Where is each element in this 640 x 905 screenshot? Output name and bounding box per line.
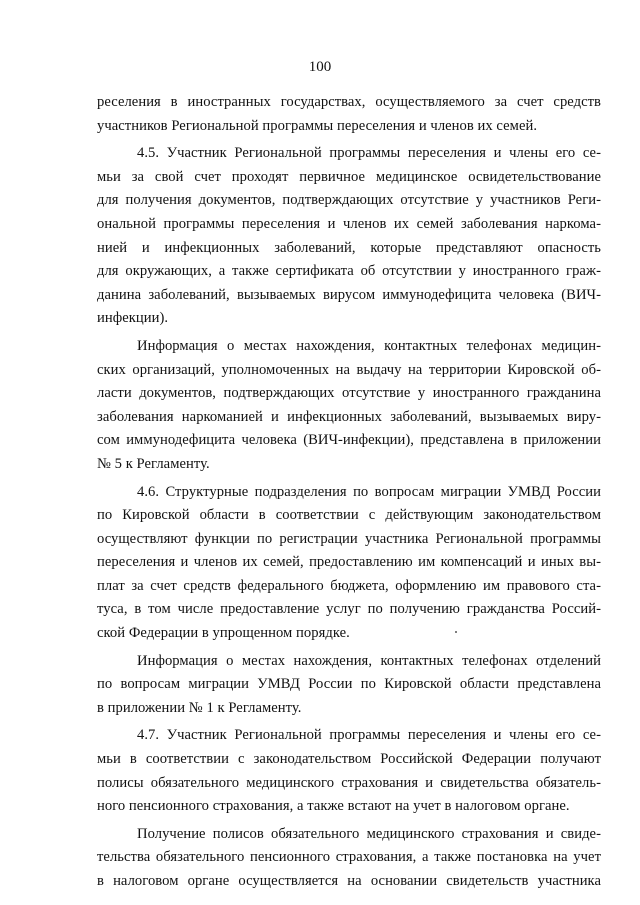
scan-speck <box>455 631 457 633</box>
text-line: заболевания наркоманией и инфекционных заболеваний, вызываемых виру- <box>97 408 601 425</box>
text-line: по Кировской области в соответствии с действующим законодательством <box>97 507 601 524</box>
page-number: 100 <box>308 59 332 75</box>
text-line: реселения в иностранных государствах, осуществляемого за счет средств <box>97 94 601 110</box>
text-line: ских организаций, уполномоченных на выдачу на территории Кировской об- <box>97 361 601 378</box>
text-line: Информация о местах нахождения, контактных телефонах отделений <box>137 652 601 669</box>
text-line: мьи за свой счет проходят первичное медицинское освидетельствование <box>97 168 601 185</box>
text-line: 4.6. Структурные подразделения по вопросам миграции УМВД России <box>137 483 601 500</box>
text-line: ональной программы переселения и членов их семей заболевания наркома- <box>97 215 601 232</box>
body-text <box>97 91 601 894</box>
text-line: осуществляют функции по регистрации участника Региональной программы <box>97 530 601 547</box>
text-line: данина заболеваний, вызываемых вирусом иммунодефицита человека (ВИЧ- <box>97 286 601 303</box>
text-line: туса, в том числе предоставление услуг по получению гражданства Россий- <box>97 601 601 618</box>
text-line: ного пенсионного страхования, а также встают на учет в налоговом органе. <box>97 798 570 815</box>
text-line: для окружающих, а также сертификата об отсутствии у иностранного граж- <box>97 263 601 280</box>
text-line: в налоговом органе осуществляется на основании свидетельств участника <box>97 873 601 889</box>
text-line: плат за счет средств федерального бюджета, оформлению им правового ста- <box>97 577 601 594</box>
text-line: Получение полисов обязательного медицинского страхования и свиде- <box>137 825 601 842</box>
text-line: 4.7. Участник Региональной программы переселения и члены его се- <box>137 727 601 744</box>
text-line: ской Федерации в упрощенном порядке. <box>97 625 350 642</box>
text-line: по вопросам миграции УМВД России по Кировской области представлена <box>97 676 601 693</box>
text-line: нией и инфекционных заболеваний, которые представляют опасность <box>97 239 601 256</box>
text-line: ласти документов, подтверждающих отсутствие у иностранного гражданина <box>97 385 601 402</box>
text-line: для получения документов, подтверждающих отсутствие у участников Реги- <box>97 192 601 209</box>
text-line: переселения и членов их семей, предоставлению им компенсаций и иных вы- <box>97 554 601 571</box>
text-line: 4.5. Участник Региональной программы переселения и члены его се- <box>137 145 601 162</box>
text-line: сом иммунодефицита человека (ВИЧ-инфекции), представлена в приложении <box>97 432 601 449</box>
text-line: инфекции). <box>97 310 169 327</box>
text-line: Информация о местах нахождения, контактных телефонах медицин- <box>137 337 601 354</box>
text-line: № 5 к Регламенту. <box>97 455 210 472</box>
text-line: в приложении № 1 к Регламенту. <box>97 699 302 716</box>
text-line: участников Региональной программы переселения и членов их семей. <box>97 117 538 134</box>
text-line: мьи в соответствии с законодательством Российской Федерации получают <box>97 751 601 768</box>
text-line: тельства обязательного пенсионного страхования, а также постановка на учет <box>97 849 601 866</box>
text-line: полисы обязательного медицинского страхования и свидетельства обязатель- <box>97 774 601 791</box>
